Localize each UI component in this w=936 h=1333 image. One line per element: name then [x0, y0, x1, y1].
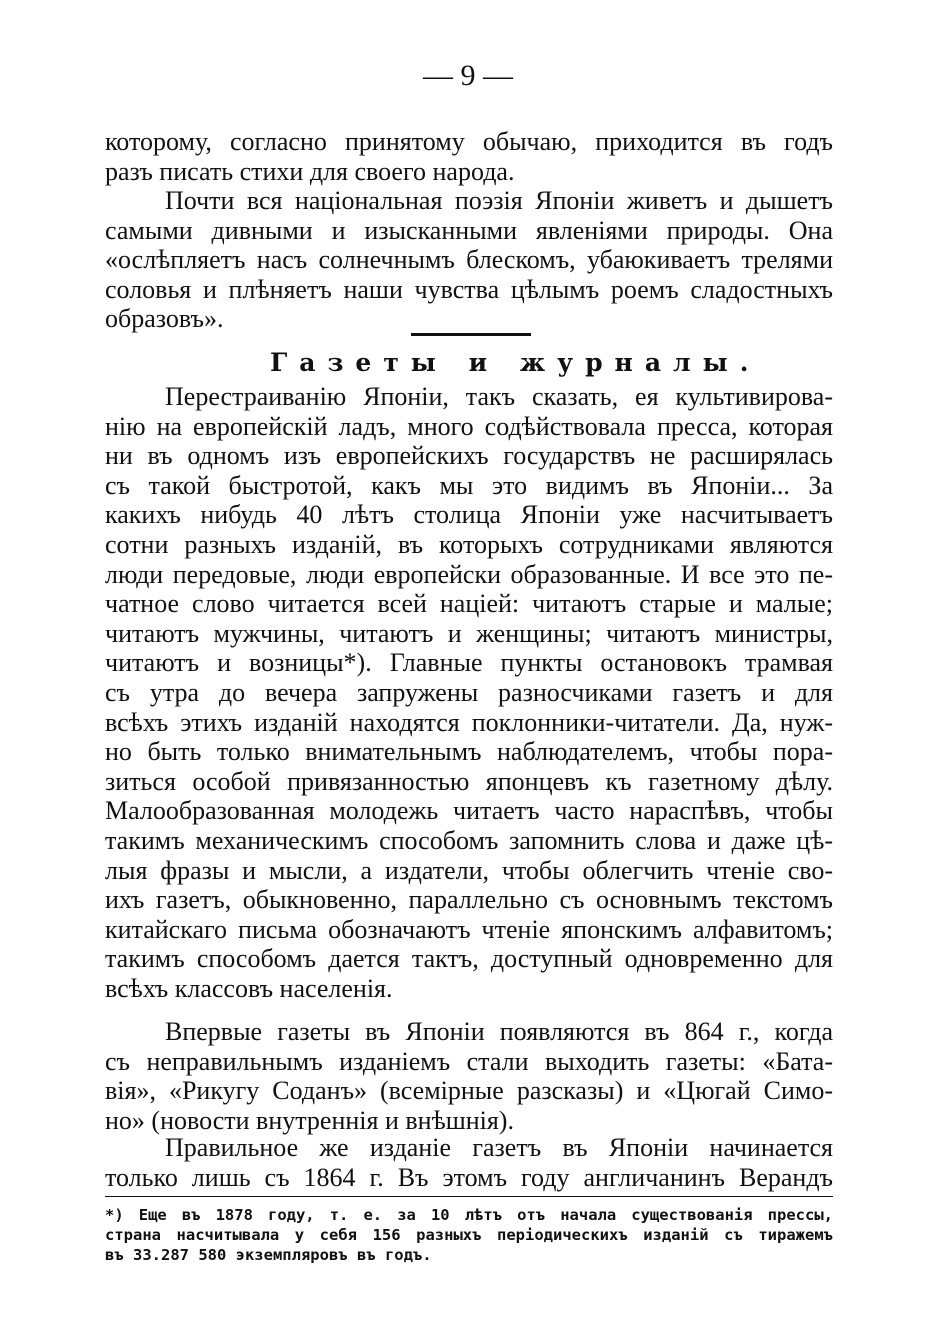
text-line: всѣхъ этихъ изданій находятся поклонники-читатели. Да, нуж- — [105, 707, 833, 737]
text-line: сотни разныхъ изданій, въ которыхъ сотрудниками являются — [105, 529, 833, 559]
text-line: только лишь съ 1864 г. Въ этомъ году англичанинъ Верандъ — [105, 1162, 833, 1192]
text-line: Перестраиванію Японіи, такъ сказать, ея культивирова- — [165, 382, 833, 411]
text-line: всѣхъ классовъ населенія. — [105, 973, 393, 1003]
text-line: такимъ способомъ дается тактъ, доступный одновременно для — [105, 944, 833, 974]
text-line: образовъ». — [105, 304, 224, 334]
text-line: китайскаго письма обозначаютъ чтеніе японскимъ алфавитомъ; — [105, 914, 833, 944]
text-line: съ такой быстротой, какъ мы это видимъ въ Японіи... За — [105, 470, 833, 500]
text-line: соловья и плѣняетъ наши чувства цѣлымъ роемъ сладостныхъ — [105, 274, 833, 304]
paragraph-regular-publication — [105, 1133, 833, 1192]
text-line: Почти вся національная поэзія Японіи живетъ и дышетъ — [165, 186, 833, 215]
section-heading: Газеты и журналы. — [270, 348, 761, 377]
text-line: ни въ одномъ изъ европейскихъ государствъ не расширялась — [105, 441, 833, 471]
text-line: Правильное же изданіе газетъ въ Японіи начинается — [165, 1133, 833, 1162]
text-line: самыми дивными и изысканными явленіями природы. Она — [105, 215, 833, 245]
text-line: разъ писать стихи для своего народа. — [105, 156, 515, 186]
footnote — [105, 1205, 833, 1265]
paragraph-poetry — [105, 186, 833, 334]
text-line: лыя фразы и мысли, а издатели, чтобы облегчить чтеніе сво- — [105, 855, 833, 885]
text-line: съ неправильнымъ изданіемъ стали выходить газеты: «Бата- — [105, 1046, 833, 1076]
text-line: нію на европейскій ладъ, много содѣйствовала пресса, которая — [105, 411, 833, 441]
footnote-line: страна насчитывала у себя 156 разныхъ періодическихъ изданій съ тиражемъ — [105, 1226, 833, 1244]
text-line: какихъ нибудь 40 лѣтъ столица Японіи уже насчитываетъ — [105, 500, 833, 530]
text-line: читаютъ мужчины, читаютъ и женщины; читаютъ министры, — [105, 618, 833, 648]
footnote-line: *) Еще въ 1878 году, т. е. за 10 лѣтъ отъ начала существованія прессы, — [105, 1206, 833, 1224]
section-divider — [411, 333, 531, 336]
paragraph-first-newspapers — [105, 1017, 833, 1135]
text-line: но» (новости внутреннія и внѣшнія). — [105, 1105, 514, 1135]
text-line: зиться особой привязанностью японцевъ къ газетному дѣлу. — [105, 766, 833, 796]
text-line: читаютъ и возницы*). Главные пункты остановокъ трамвая — [105, 648, 833, 678]
text-line: ихъ газетъ, обыкновенно, параллельно съ основнымъ текстомъ — [105, 885, 833, 915]
text-line: люди передовые, люди европейски образованные. И все это пе- — [105, 559, 833, 589]
text-line: съ утра до вечера запружены разносчиками газетъ и для — [105, 677, 833, 707]
text-line: чатное слово читается всей націей: читаютъ старые и малые; — [105, 589, 833, 619]
paragraph-continuation — [105, 127, 833, 186]
text-line: «ослѣпляетъ насъ солнечнымъ блескомъ, убаюкиваетъ трелями — [105, 245, 833, 275]
footnote-divider — [105, 1196, 833, 1197]
text-line: Малообразованная молодежь читаетъ часто нараспѣвъ, чтобы — [105, 796, 833, 826]
text-line: но быть только внимательнымъ наблюдателемъ, чтобы пора- — [105, 737, 833, 767]
paragraph-press — [105, 382, 833, 1003]
page-number: — 9 — — [423, 59, 513, 92]
text-line: такимъ механическимъ способомъ запомнить слова и даже цѣ- — [105, 825, 833, 855]
text-line: вія», «Рикугу Соданъ» (всемірные разсказы) и «Цюгай Симо- — [105, 1076, 833, 1106]
footnote-line: въ 33.287 580 экземпляровъ въ годъ. — [105, 1246, 432, 1264]
text-line: которому, согласно принятому обычаю, приходится въ годъ — [105, 127, 833, 156]
text-line: Впервые газеты въ Японіи появляются въ 864 г., когда — [165, 1017, 833, 1046]
